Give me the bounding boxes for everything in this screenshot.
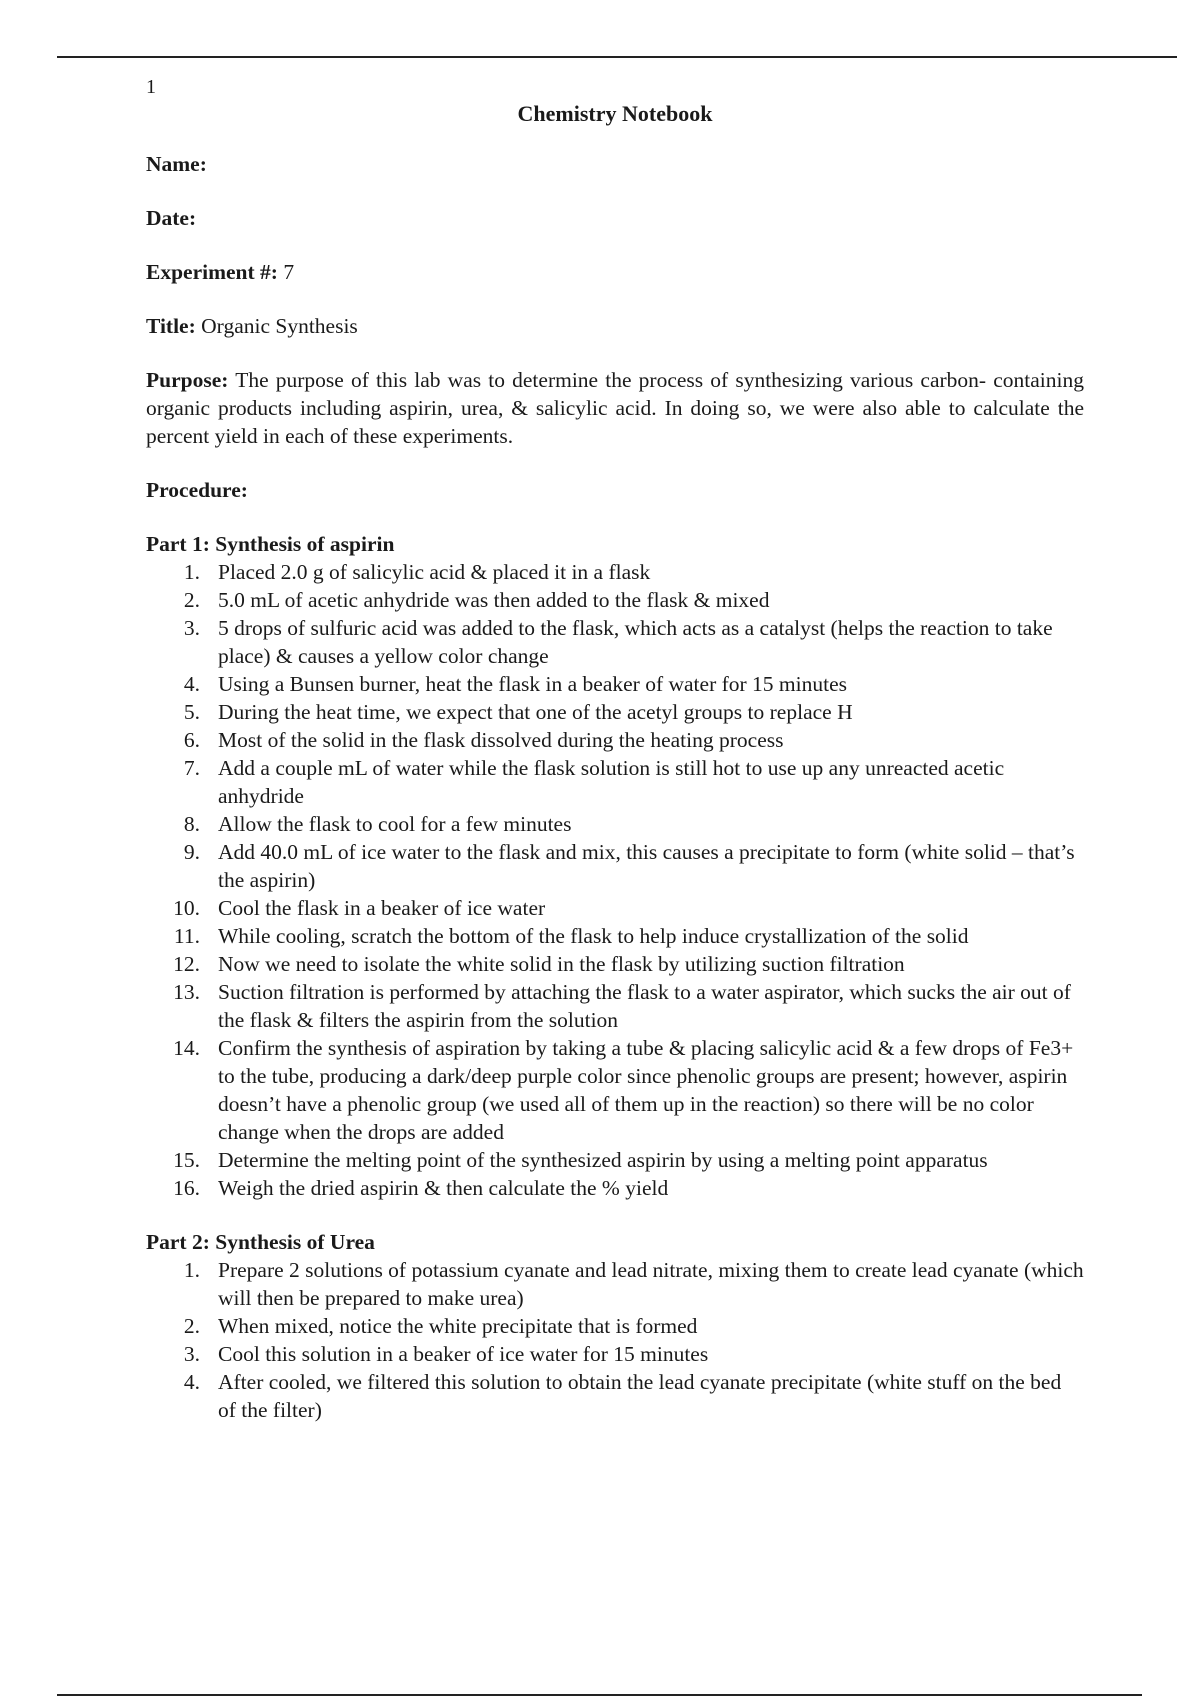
part-1-section [146,530,1084,1202]
list-item: 5. During the heat time, we expect that one of the acetyl groups to replace H [183,700,853,724]
step-text: 5 drops of sulfuric acid was added to the flask, which acts as a catalyst (helps the reaction to take place) & causes a yellow color change [218,616,1053,668]
experiment-field [146,258,1084,286]
step-text: Cool this solution in a beaker of ice water for 15 minutes [218,1342,709,1366]
part-2-section [146,1228,1084,1424]
part-2-steps [146,1256,1084,1424]
step-text: Using a Bunsen burner, heat the flask in a beaker of water for 15 minutes [218,672,848,696]
list-item: 14. Confirm the synthesis of aspiration by taking a tube & placing salicylic acid & a few drops of Fe3+ to the tube, producing a dark/deep purple color since phenolic groups are present; however, aspirin doesn’t have a phenolic group (we used all of them up in the reaction) so there will be no color change when the drops are added [173,1036,1074,1144]
purpose-paragraph [146,366,1084,450]
name-field [146,150,1084,178]
purpose-text: The purpose of this lab was to determine the process of synthesizing various carbon- containing organic products including aspirin, urea, & salicylic acid. In doing so, we were also able to calculate the percent yield in each of these experiments. [146,368,1084,448]
list-item: 4. Using a Bunsen burner, heat the flask in a beaker of water for 15 minutes [183,672,848,696]
experiment-label: Experiment #: [146,260,278,284]
page-title: Chemistry Notebook [517,101,713,126]
list-item: 3. Cool this solution in a beaker of ice water for 15 minutes [183,1342,709,1366]
list-item: 16. Weigh the dried aspirin & then calculate the % yield [173,1176,669,1200]
step-text: 5.0 mL of acetic anhydride was then added to the flask & mixed [218,588,770,612]
list-item: 3. 5 drops of sulfuric acid was added to the flask, which acts as a catalyst (helps the reaction to take place) & causes a yellow color change [183,616,1053,668]
list-item: 10. Cool the flask in a beaker of ice water [173,896,546,920]
step-text: During the heat time, we expect that one of the acetyl groups to replace H [218,700,853,724]
list-item: 6. Most of the solid in the flask dissolved during the heating process [183,728,784,752]
step-text: Suction filtration is performed by attaching the flask to a water aspirator, which sucks the air out of the flask & filters the aspirin from the solution [218,980,1071,1032]
step-text: While cooling, scratch the bottom of the flask to help induce crystallization of the solid [218,924,969,948]
date-label: Date: [146,206,197,230]
list-item: 4. After cooled, we filtered this solution to obtain the lead cyanate precipitate (white stuff on the bed of the filter) [183,1370,1062,1422]
title-value: Organic Synthesis [201,314,358,338]
bottom-rule [57,1694,1142,1696]
purpose-label: Purpose: [146,368,229,392]
top-rule [57,56,1177,58]
step-text: Now we need to isolate the white solid in the flask by utilizing suction filtration [218,952,905,976]
page-number: 1 [146,76,156,98]
part-2-heading: Part 2: Synthesis of Urea [146,1230,375,1254]
list-item: 12. Now we need to isolate the white solid in the flask by utilizing suction filtration [173,952,905,976]
list-item: 1. Prepare 2 solutions of potassium cyanate and lead nitrate, mixing them to create lead cyanate (which will then be prepared to make urea) [183,1258,1084,1310]
date-field [146,204,1084,232]
step-text: Most of the solid in the flask dissolved during the heating process [218,728,784,752]
procedure-label: Procedure: [146,478,248,502]
list-item: 2. When mixed, notice the white precipitate that is formed [183,1314,698,1338]
step-text: Prepare 2 solutions of potassium cyanate and lead nitrate, mixing them to create lead cyanate (which will then be prepared to make urea) [218,1258,1084,1310]
part-1-steps [146,558,1084,1202]
list-item: 11. While cooling, scratch the bottom of the flask to help induce crystallization of the solid [173,924,969,948]
list-item: 9. Add 40.0 mL of ice water to the flask and mix, this causes a precipitate to form (white solid – that’s the aspirin) [183,840,1075,892]
title-field [146,312,1084,340]
list-item: 13. Suction filtration is performed by attaching the flask to a water aspirator, which sucks the air out of the flask & filters the aspirin from the solution [173,980,1071,1032]
step-text: Add a couple mL of water while the flask solution is still hot to use up any unreacted acetic anhydride [218,756,1005,808]
step-text: Allow the flask to cool for a few minutes [218,812,572,836]
title-label: Title: [146,314,196,338]
list-item: 7. Add a couple mL of water while the flask solution is still hot to use up any unreacted acetic anhydride [183,756,1005,808]
step-text: Weigh the dried aspirin & then calculate the % yield [218,1176,669,1200]
list-item: 15. Determine the melting point of the synthesized aspirin by using a melting point apparatus [173,1148,988,1172]
step-text: Determine the melting point of the synthesized aspirin by using a melting point apparatus [218,1148,988,1172]
step-text: Placed 2.0 g of salicylic acid & placed it in a flask [218,560,651,584]
step-text: After cooled, we filtered this solution to obtain the lead cyanate precipitate (white stuff on the bed of the filter) [218,1370,1062,1422]
name-label: Name: [146,152,207,176]
part-1-heading: Part 1: Synthesis of aspirin [146,532,395,556]
list-item: 8. Allow the flask to cool for a few minutes [183,812,572,836]
step-text: Add 40.0 mL of ice water to the flask and mix, this causes a precipitate to form (white solid – that’s the aspirin) [218,840,1075,892]
step-text: When mixed, notice the white precipitate that is formed [218,1314,698,1338]
document-body [146,100,1084,1450]
step-text: Cool the flask in a beaker of ice water [218,896,546,920]
step-text: Confirm the synthesis of aspiration by taking a tube & placing salicylic acid & a few drops of Fe3+ to the tube, producing a dark/deep purple color since phenolic groups are present; however, aspirin doesn’t have a phenolic group (we used all of them up in the reaction) so there will be no color change when the drops are added [218,1036,1074,1144]
list-item: 2. 5.0 mL of acetic anhydride was then added to the flask & mixed [183,588,770,612]
experiment-value: 7 [283,260,295,284]
list-item: 1. Placed 2.0 g of salicylic acid & placed it in a flask [183,560,651,584]
